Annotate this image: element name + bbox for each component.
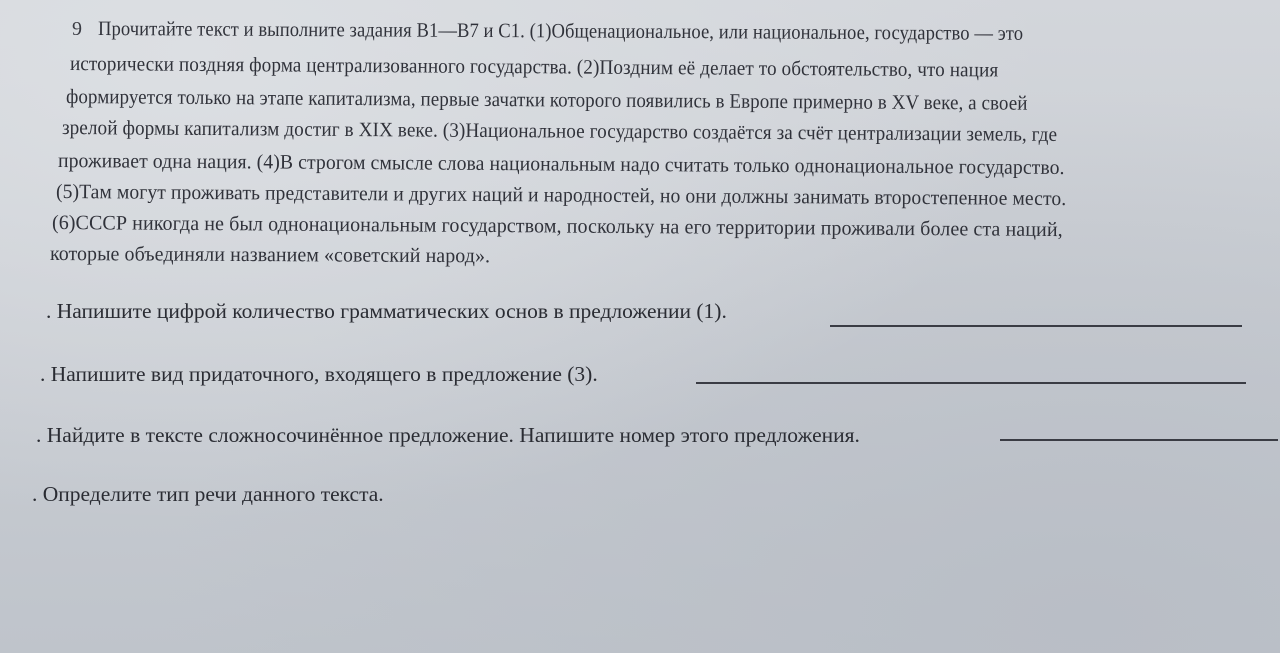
reading-passage [0, 0, 1280, 270]
answer-field-1[interactable] [830, 325, 1242, 327]
passage-line-8: которые объединяли названием «советский народ». [49, 243, 491, 268]
passage-line-3: формируется только на этапе капитализма, первые зачатки которого появились в Европе примерно в XV веке, а своей [65, 86, 1028, 115]
question-4: . Определите тип речи данного текста. [32, 482, 384, 506]
passage-line-2: исторически поздняя форма централизованного государства. (2)Поздним её делает то обстоятельство, что нация [69, 53, 999, 82]
passage-line-6: (5)Там могут проживать представители и других наций и народностей, но они должны занимать второстепенное место. [55, 181, 1067, 211]
passage-line-5: проживает одна нация. (4)В строгом смысле слова национальным надо считать только однонациональное государство. [57, 150, 1065, 180]
passage-line-1: Прочитайте текст и выполните задания В1—В7 и С1. (1)Общенациональное, или национальное, государство — это [97, 18, 1024, 45]
question-1: . Напишите цифрой количество грамматических основ в предложении (1). [46, 299, 727, 323]
task-number: 9 [72, 18, 82, 40]
passage-line-7: (6)СССР никогда не был однонациональным государством, поскольку на его территории проживали более ста наций, [51, 212, 1063, 242]
question-2: . Напишите вид придаточного, входящего в предложение (3). [40, 362, 598, 386]
passage-line-4: зрелой формы капитализм достиг в XIX веке. (3)Национальное государство создаётся за счёт централизации земель, где [61, 117, 1058, 146]
answer-field-3[interactable] [1000, 439, 1278, 441]
answer-field-2[interactable] [696, 382, 1246, 384]
question-3: . Найдите в тексте сложносочинённое предложение. Напишите номер этого предложения. [36, 423, 860, 447]
